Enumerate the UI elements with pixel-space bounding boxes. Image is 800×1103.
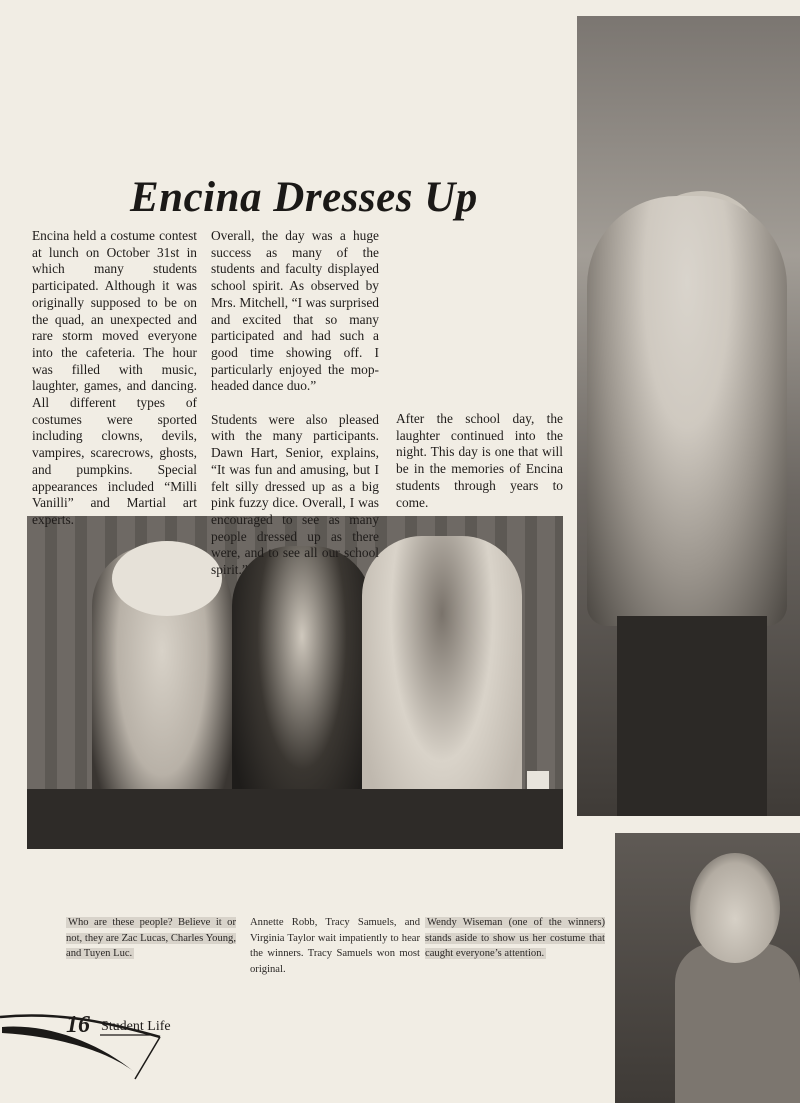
article-paragraph: After the school day, the laughter continued into the night. This day is one that will be in the memories of Encina students through years to come. <box>396 411 563 510</box>
student-face <box>690 853 780 963</box>
scarecrow-costume-photo <box>577 16 800 816</box>
caption-text: Annette Robb, Tracy Samuels, and Virginia Taylor wait impatiently to hear the winners. Tracy Samuels won most original. <box>250 917 420 975</box>
article-column-1 <box>32 228 197 529</box>
article-column-3 <box>396 411 563 511</box>
photo-caption <box>425 915 605 962</box>
section-title: Student Life <box>101 1019 171 1034</box>
photo-caption <box>66 915 236 962</box>
scarecrow-legs <box>617 616 767 816</box>
page-number: 16 <box>66 1012 90 1038</box>
photo-caption <box>250 915 420 977</box>
article-paragraph: Students were also pleased with the many participants. Dawn Hart, Senior, explains, “It was fun and amusing, but I felt silly dressed up as a big pink fuzzy dice. Overall, I was encouraged to see as many people dressed up as there were, and to see all our school spirit.” <box>211 411 379 578</box>
article-column-2 <box>211 228 379 579</box>
article-headline: Encina Dresses Up <box>130 174 478 221</box>
article-paragraph: Encina held a costume contest at lunch on October 31st in which many students participated. Although it was originally supposed to be on the quad, an unexpected and rare storm moved everyone into the cafeteria. The hour was filled with music, laughter, games, and dancing. All different types of costumes were sported including clowns, devils, vampires, scarecrows, ghosts, and pumpkins. Special appearances included “Milli Vanilli” and Martial art experts. <box>32 228 197 527</box>
costume-winner-photo <box>615 833 800 1103</box>
caption-text: Who are these people? Believe it or not, they are Zac Lucas, Charles Young, and Tuyen Luc. <box>66 917 236 959</box>
article-paragraph: Overall, the day was a huge success as many of the students and faculty displayed school spirit. As observed by Mrs. Mitchell, “I was surprised and excited that so many participated and had such a good time showing off. I particularly enjoyed the mop-headed dance duo.” <box>211 228 379 394</box>
stage-floor <box>27 789 563 849</box>
caption-text: Wendy Wiseman (one of the winners) stands aside to show us her costume that caught everyone’s attention. <box>425 917 605 959</box>
costume-body <box>675 943 800 1103</box>
scarecrow-figure <box>587 196 787 626</box>
cowboy-hat <box>112 541 222 616</box>
